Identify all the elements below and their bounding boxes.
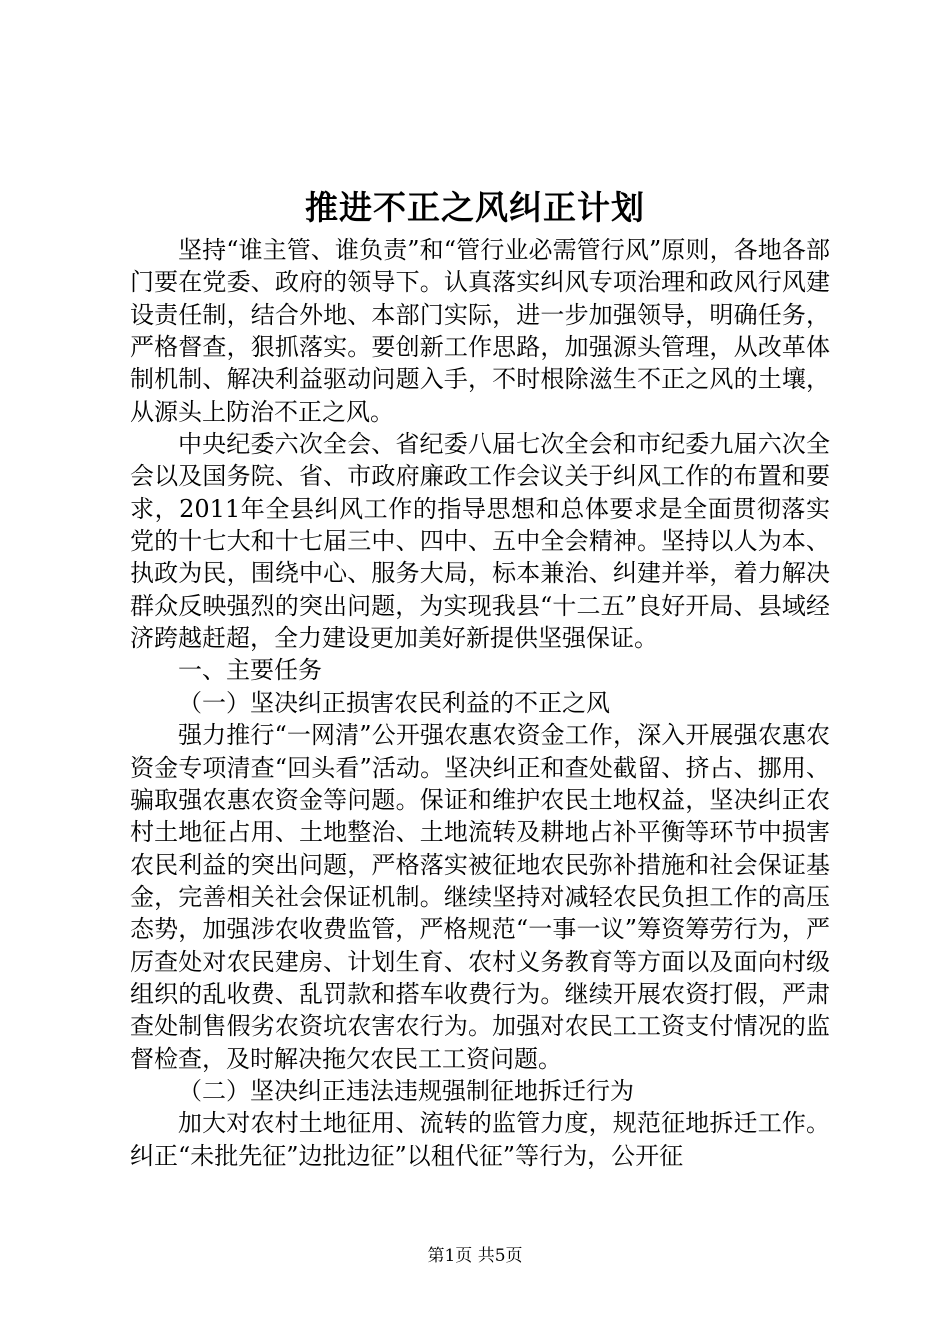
paragraph-principle: 坚持“谁主管、谁负责”和“管行业必需管行风”原则，各地各部门要在党委、政府的领导下。认真落实纠风专项治理和政风行风建设责任制，结合外地、本部门实际，进一步加强领导，明确任务，严格督查，狠抓落实。要创新工作思路，加强源头管理，从改革体制机制、解决利益驱动问题入手，不时根除滋生不正之风的土壤，从源头上防治不正之风。 [130,236,830,426]
paragraph-farmer-interests: 强力推行“一网清”公开强农惠农资金工作，深入开展强农惠农资金专项清查“回头看”活动。坚决纠正和查处截留、挤占、挪用、骗取强农惠农资金等问题。保证和维护农民土地权益，坚决纠正农村土地征占用、土地整治、土地流转及耕地占补平衡等环节中损害农民利益的突出问题，严格落实被征地农民弥补措施和社会保证基金，完善相关社会保证机制。继续坚持对减轻农民负担工作的高压态势，加强涉农收费监管，严格规范“一事一议”筹资筹劳行为，严厉查处对农民建房、计划生育、农村义务教育等方面以及面向村级组织的乱收费、乱罚款和搭车收费行为。继续开展农资打假，严肃查处制售假劣农资坑农害农行为。加强对农民工工资支付情况的监督检查，及时解决拖欠农民工工资问题。 [130,721,830,1073]
subsection-heading-land-demolition: （二）坚决纠正违法违规强制征地拆迁行为 [178,1076,634,1105]
paragraph-guiding-ideology: 中央纪委六次全会、省纪委八届七次全会和市纪委九届六次全会以及国务院、省、市政府廉政工作会议关于纠风工作的布置和要求，2011年全县纠风工作的指导思想和总体要求是全面贯彻落实党的十七大和十七届三中、四中、五中全会精神。坚持以人为本、执政为民，围绕中心、服务大局，标本兼治、纠建并举，着力解决群众反映强烈的突出问题，为实现我县“十二五”良好开局、县域经济跨越赶超，全力建设更加美好新提供坚强保证。 [130,430,830,653]
document-title: 推进不正之风纠正计划 [305,188,645,227]
paragraph-land-demolition: 加大对农村土地征用、流转的监管力度，规范征地拆迁工作。纠正“未批先征”边批边征”以租代征”等行为，公开征 [130,1109,830,1170]
subsection-heading-farmer-interests: （一）坚决纠正损害农民利益的不正之风 [178,688,610,717]
section-heading-main-tasks: 一、主要任务 [178,656,322,685]
page-footer: 第1页 共5页 [427,1246,523,1266]
document-body [130,234,830,1172]
